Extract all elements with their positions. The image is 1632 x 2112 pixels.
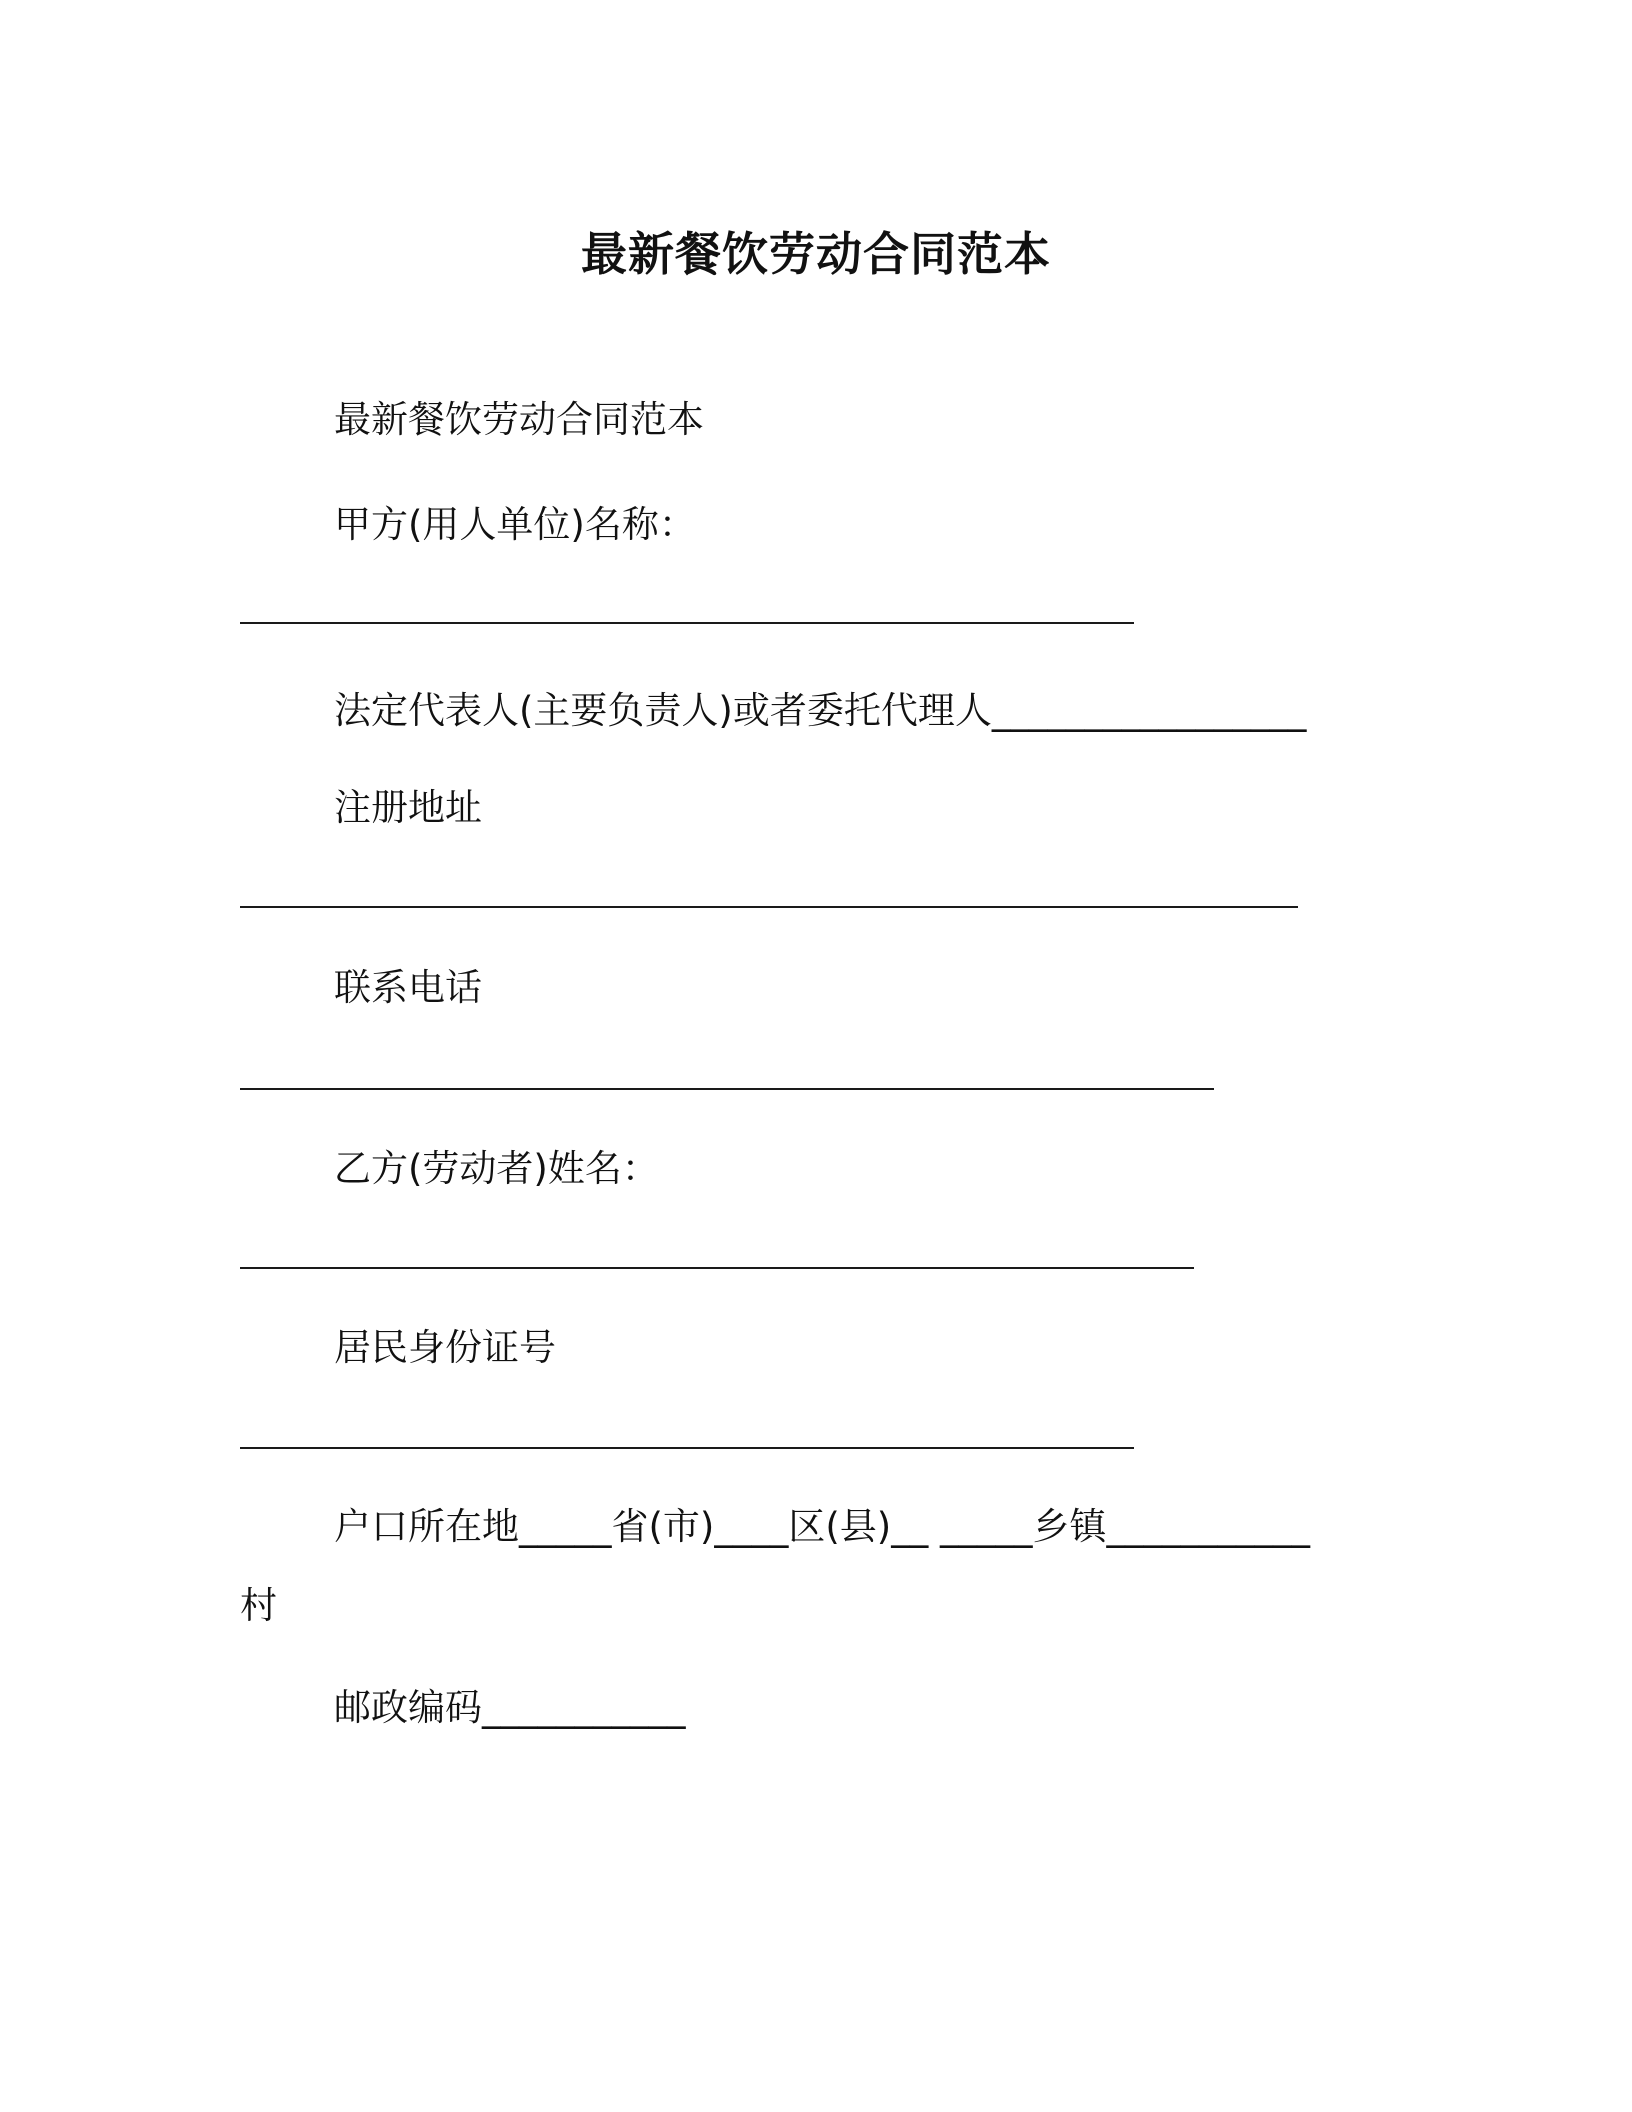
- party-b-id-label: 居民身份证号: [334, 1326, 556, 1369]
- party-a-phone-blank-line: [240, 1088, 1214, 1090]
- party-a-phone-label: 联系电话: [334, 966, 482, 1009]
- party-a-name-blank-line: [240, 622, 1134, 624]
- document-subtitle: 最新餐饮劳动合同范本: [334, 398, 704, 441]
- party-b-id-blank-line: [240, 1447, 1134, 1449]
- document-title: 最新餐饮劳动合同范本: [581, 227, 1051, 281]
- party-b-postcode-label: 邮政编码___________: [334, 1686, 686, 1729]
- party-b-name-blank-line: [240, 1267, 1194, 1269]
- party-a-address-label: 注册地址: [334, 786, 482, 829]
- party-b-hukou-line-continued: 村: [240, 1584, 277, 1627]
- party-a-name-label: 甲方(用人单位)名称：: [334, 503, 696, 546]
- party-b-hukou-line: 户口所在地_____省(市)____区(县)__ _____乡镇___________: [334, 1505, 1311, 1548]
- party-a-representative-label: 法定代表人(主要负责人)或者委托代理人_________________: [334, 689, 1307, 732]
- party-a-address-blank-line: [240, 906, 1298, 908]
- party-b-name-label: 乙方(劳动者)姓名：: [334, 1147, 659, 1190]
